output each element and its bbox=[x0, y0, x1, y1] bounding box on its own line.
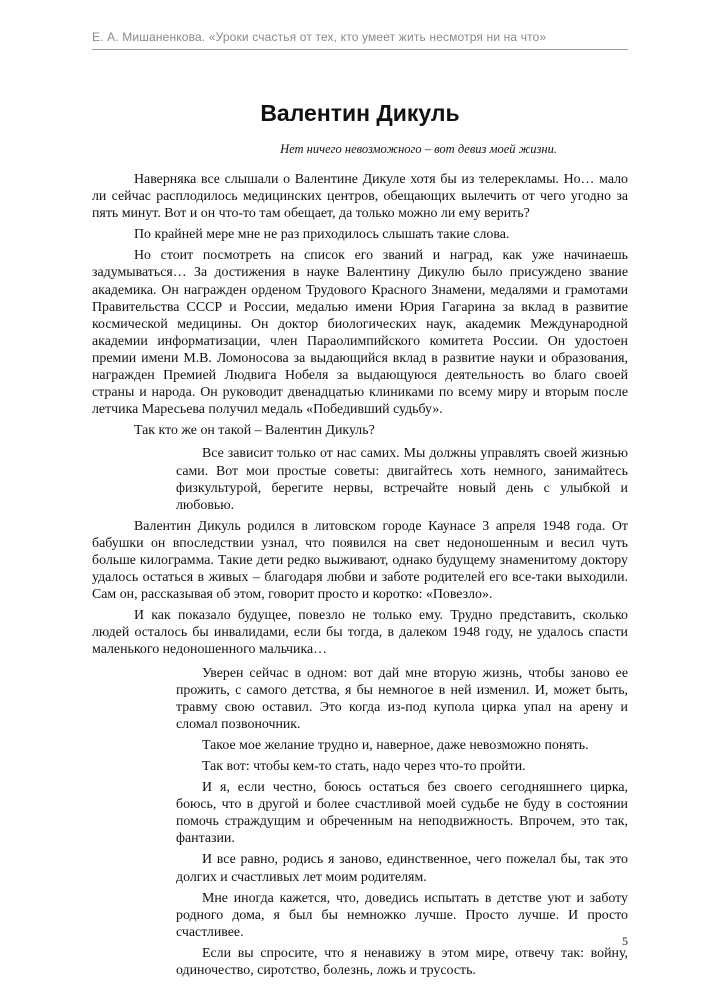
block-quote bbox=[176, 445, 628, 513]
page-number: 5 bbox=[622, 934, 628, 948]
epigraph: Нет ничего невозможного – вот девиз моей жизни. bbox=[280, 142, 557, 156]
quote-paragraph: И все равно, родись я заново, единственное, чего пожелал бы, так это долгих и счастливых лет моим родителям. bbox=[176, 852, 628, 885]
quote-paragraph: Если вы спросите, что я ненавижу в этом мире, отвечу так: войну, одиночество, сиротство, болезнь, ложь и трусость. bbox=[176, 945, 628, 979]
quote-paragraph: Такое мое желание трудно и, наверное, даже невозможно понять. bbox=[202, 737, 589, 753]
block-quote bbox=[176, 665, 628, 980]
quote-paragraph: Мне иногда кажется, что, доведись испытать в детстве уют и заботу родного дома, я был бы немножко лучше. Просто лучше. И просто счастливее. bbox=[176, 890, 628, 940]
chapter-title: Валентин Дикуль bbox=[260, 100, 460, 126]
running-header: Е. А. Мишаненкова. «Уроки счастья от тех, кто умеет жить несмотря ни на что» bbox=[92, 30, 547, 44]
header-divider bbox=[92, 49, 628, 50]
paragraph: Так кто же он такой – Валентин Дикуль? bbox=[134, 423, 375, 439]
paragraph: И как показало будущее, повезло не только ему. Трудно представить, сколько людей осталось бы инвалидами, если бы тогда, в далеком 1948 году, не удалось спасти маленького недоношенного мальчика… bbox=[92, 608, 628, 658]
quote-paragraph: Так вот: чтобы кем-то стать, надо через что-то пройти. bbox=[202, 759, 526, 774]
body-text bbox=[92, 171, 628, 983]
quote-paragraph: Все зависит только от нас самих. Мы должны управлять своей жизнью сами. Вот мои простые советы: двигайтесь хоть немного, занимайтесь физкультурой, берегите нервы, встречайте новый день с улыбкой и любовью. bbox=[176, 446, 628, 513]
paragraph: Но стоит посмотреть на список его званий и наград, как уже начинаешь задумываться… За достижения в науке Валентину Дикулю было присуждено звание академика. Он награжден орденом Трудового Красного Знамени, медалями и грамотами Правительства СССР и России, медалью имени Юрия Гагарина за вклад в развитие космической медицины. Он доктор биологических наук, академик Международной академии информатизации, член Параолимпийского комитета России. Он удостоен премии имени М.В. Ломоносова за выдающийся вклад в развитие науки и образования, награжден Премией Людвига Нобеля за выдающуюся деятельность во благо своей страны и народа. Он руководит двенадцатью клиниками по всему миру и вторым после летчика Маресьева получил медаль «Победивший судьбу». bbox=[92, 248, 628, 418]
paragraph: Валентин Дикуль родился в литовском городе Каунасе 3 апреля 1948 года. От бабушки он впоследствии узнал, что появился на свет недоношенным и весил чуть больше килограмма. Такие дети редко выживают, однако будущему знаменитому доктору удалось остаться в живых – благодаря любви и заботе родителей его все-таки выходили. Сам он, рассказывая об этом, говорит просто и коротко: «Повезло». bbox=[92, 518, 628, 603]
paragraph: По крайней мере мне не раз приходилось слышать такие слова. bbox=[134, 227, 510, 243]
quote-paragraph: Уверен сейчас в одном: вот дай мне вторую жизнь, чтобы заново ее прожить, с самого детства, я бы немногое в ней изменил. И, может быть, травму свою оставил. Это когда из-под купола цирка упал на арену и сломал позвоночник. bbox=[176, 665, 628, 732]
quote-paragraph: И я, если честно, боюсь остаться без своего сегодняшнего цирка, боюсь, что в другой и более счастливой моей судьбе не буду в состоянии помочь страждущим и обреченным на неподвижность. Впрочем, это так, фантазии. bbox=[176, 780, 628, 847]
paragraph: Наверняка все слышали о Валентине Дикуле хотя бы из телерекламы. Но… мало ли сейчас расплодилось медицинских центров, обещающих вылечить от чего угодно за пять минут. Вот и он что-то там обещает, да только можно ли ему верить? bbox=[92, 172, 628, 222]
